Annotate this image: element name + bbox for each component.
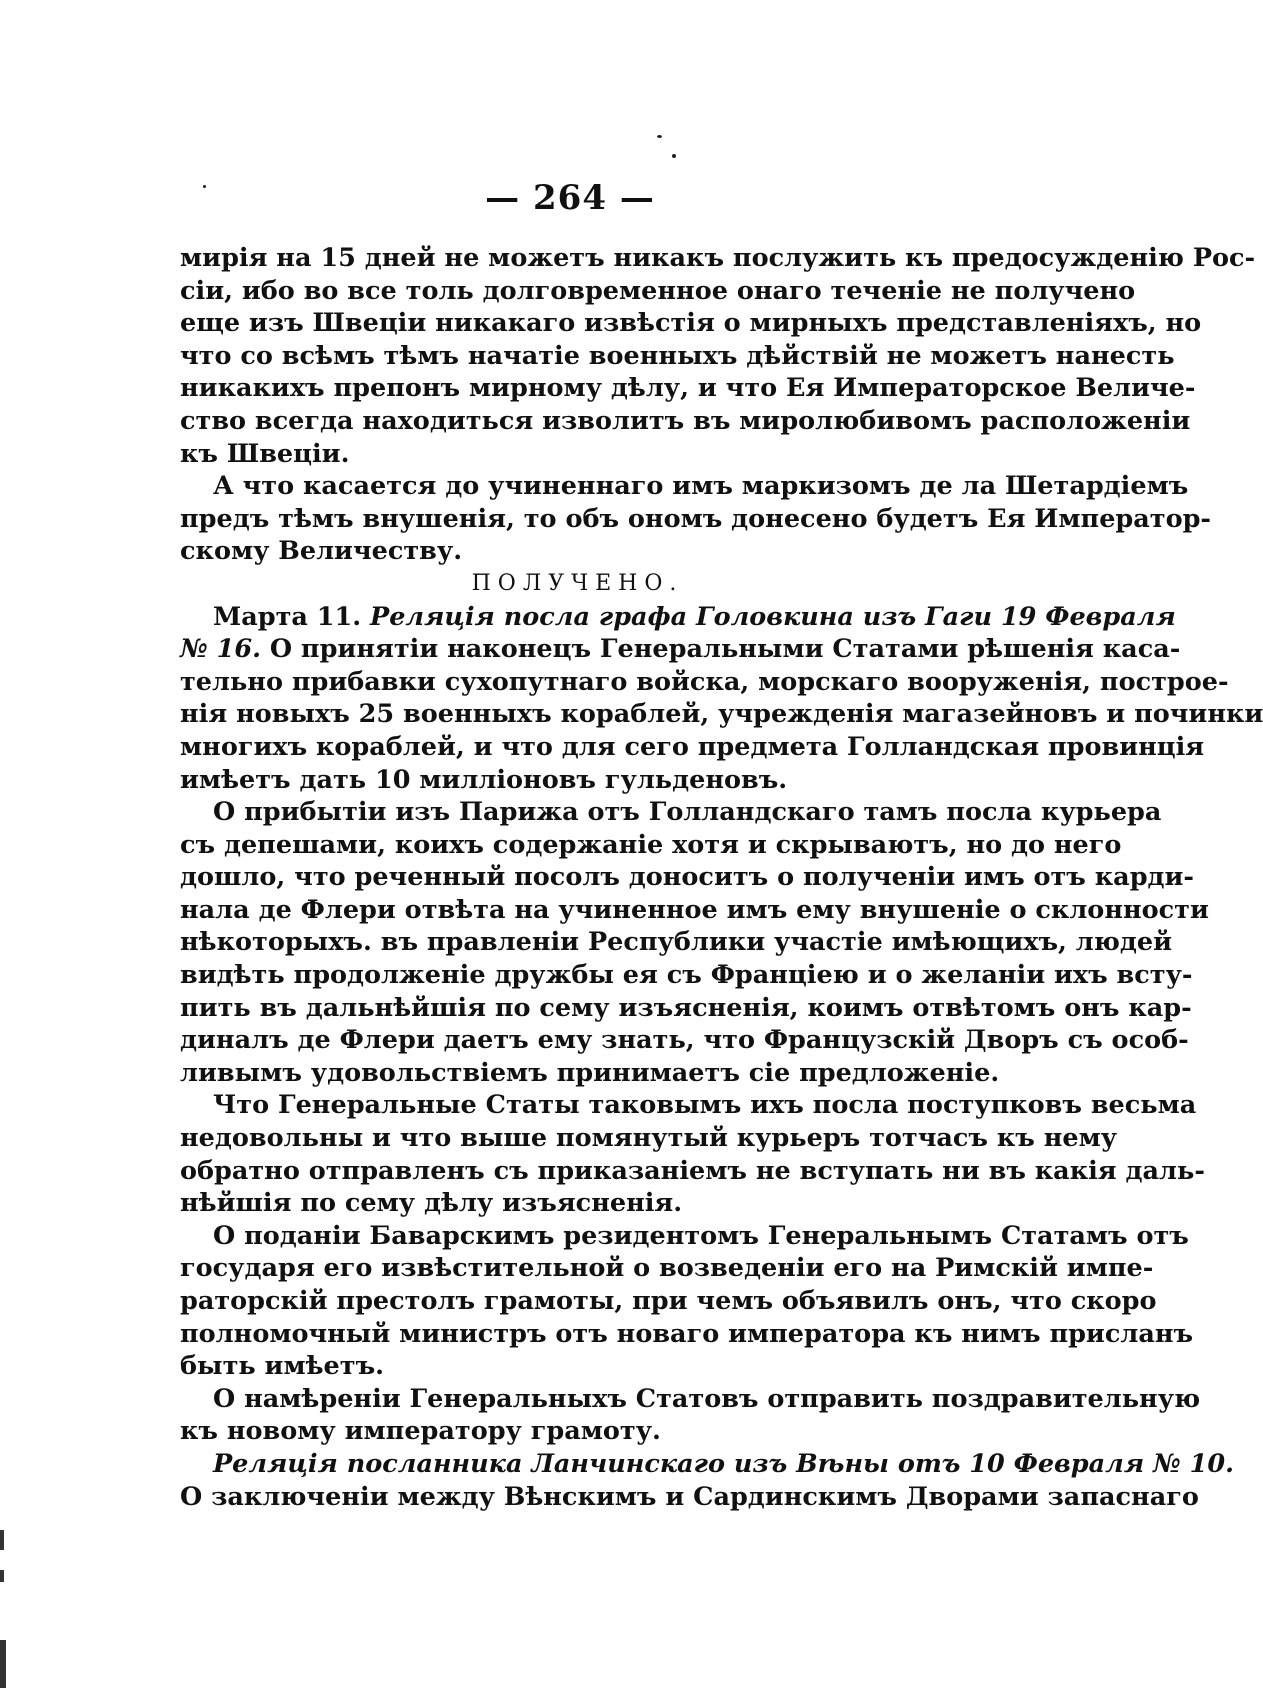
text-line: многихъ кораблей, и что для сего предмета Голландская провинція [180,731,1205,762]
scan-edge-mark [0,1640,6,1688]
text-line: нѣкоторыхъ. въ правленіи Республики участіе имѣющихъ, людей [180,927,1173,958]
text-line: мирія на 15 дней не можетъ никакъ послужить къ предосужденію Рос- [180,243,1256,273]
text-line: сіи, ибо во все толь долговременное онаго теченіе не получено [180,275,1136,306]
body-text [180,242,1263,1513]
text-line: О поданіи Баварскимъ резидентомъ Генеральнымъ Статамъ отъ [213,1220,1189,1251]
text-line: ство всегда находиться изволитъ въ миролюбивомъ расположеніи [180,405,1191,436]
entry-title: Реляція посла графа Головкина изъ Гаги 19 Февраля [370,601,1176,632]
text-line: тельно прибавки сухопутнаго войска, морскаго вооруженія, построе- [180,666,1229,697]
scan-speck [657,135,662,138]
text-line: раторскій престолъ грамоты, при чемъ объявилъ онъ, что скоро [180,1286,1157,1316]
scan-edge-mark [0,1530,4,1550]
text-line: съ депешами, коихъ содержаніе хотя и скрываютъ, но до него [180,829,1122,860]
text-line: еще изъ Швеціи никакаго извѣстія о мирныхъ представленіяхъ, но [180,308,1202,339]
text-line: пить въ дальнѣйшія по сему изъясненія, коимъ отвѣтомъ онъ кар- [180,992,1192,1023]
text-line: видѣть продолженіе дружбы ея съ Франціею и о желаніи ихъ всту- [180,960,1193,991]
text-line: нѣйшія по сему дѣлу изъясненія. [180,1188,683,1219]
text-line: къ новому императору грамоту. [180,1416,661,1447]
text-line: нія новыхъ 25 военныхъ кораблей, учрежденія магазейновъ и починки [180,699,1263,730]
scan-edge-mark [0,1570,4,1582]
text-line: ливымъ удовольствіемъ принимаетъ сіе предложеніе. [180,1057,1000,1088]
text-line: быть имѣетъ. [180,1351,385,1382]
scan-speck [203,185,206,188]
text-line: къ Швеціи. [180,438,350,469]
text-line: обратно отправленъ съ приказаніемъ не вступать ни въ какія даль- [180,1155,1205,1186]
text-line: полномочный министръ отъ новаго императора къ нимъ присланъ [180,1318,1194,1349]
text-line [180,633,1181,666]
text-line: А что касается до учиненнаго имъ маркизомъ де ла Шетардіемъ [213,471,1189,502]
text-line: О намѣреніи Генеральныхъ Статовъ отправить поздравительную [213,1383,1201,1414]
entry-date: Марта 11. [213,601,371,632]
text-line: диналъ де Флери даетъ ему знать, что Французскій Дворъ съ особ- [180,1025,1189,1056]
text-line: О заключеніи между Вѣнскимъ и Сардинскимъ Дворами запаснаго [180,1481,1199,1512]
text-line: предъ тѣмъ внушенія, то объ ономъ донесено будетъ Ея Император- [180,503,1212,534]
text-line: недовольны и что выше помянутый курьеръ тотчасъ къ нему [180,1123,1118,1154]
text-line: имѣетъ дать 10 милліоновъ гульденовъ. [180,764,788,795]
text-line: государя его извѣстительной о возведеніи его на Римскій импе- [180,1253,1154,1284]
text-line: никакихъ препонъ мирному дѣлу, и что Ея Императорское Величе- [180,373,1196,404]
text-line [180,601,1176,634]
text-line: что со всѣмъ тѣмъ начатіе военныхъ дѣйствій не можетъ нанесть [180,340,1175,371]
text-line: нала де Флери отвѣта на учиненное имъ ему внушеніе о склонности [180,894,1209,925]
text-line: дошло, что реченный посолъ доноситъ о полученіи имъ отъ карди- [180,862,1195,893]
relation-heading: Реляція посланника Ланчинскаго изъ Вѣны отъ 10 Февраля № 10. [213,1448,1234,1479]
entry-number: № 16. [180,634,270,665]
page-number: — 264 — [485,178,655,218]
text-line: скому Величеству. [180,536,463,567]
text-line: О прибытіи изъ Парижа отъ Голландскаго тамъ посла курьера [213,797,1162,828]
text-line: Что Генеральные Статы таковымъ ихъ посла поступковъ весьма [213,1090,1197,1121]
section-heading: ПОЛУЧЕНО. [471,570,684,596]
entry-text: О принятіи наконецъ Генеральными Статами рѣшенія каса- [269,634,1181,665]
scan-speck [672,154,676,158]
